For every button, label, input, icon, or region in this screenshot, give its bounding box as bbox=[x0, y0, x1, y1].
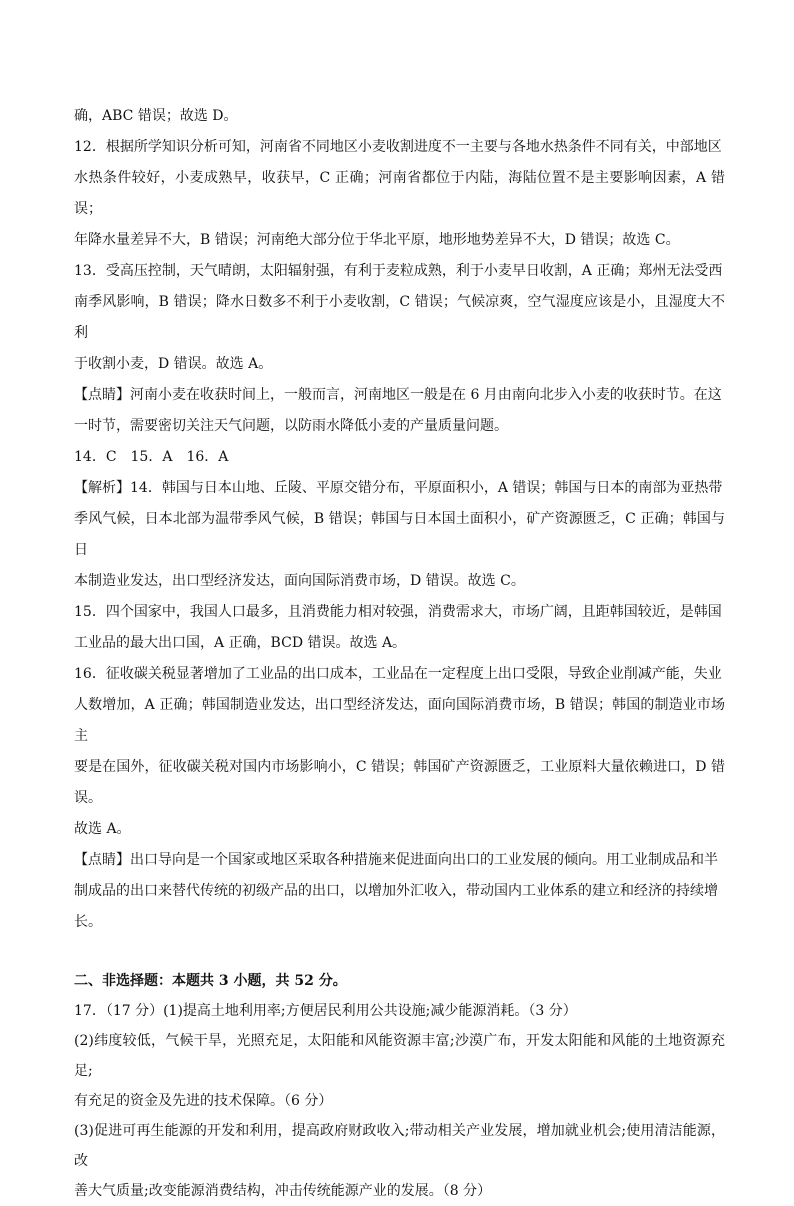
answer-key-line: 14．C 15．A 16．A bbox=[74, 449, 229, 465]
question-answer-line: 17．（17 分）(1)提高土地利用率;方便居民利用公共设施;减少能源消耗。（3 分） bbox=[74, 1003, 577, 1019]
section-gap bbox=[74, 938, 725, 964]
analysis-line: 本制造业发达，出口型经济发达，面向国际消费市场，D 错误。故选 C。 bbox=[74, 573, 525, 589]
analysis-line: 人数增加，A 正确；韩国制造业发达，出口型经济发达，面向国际消费市场，B 错误；韩国的制造业市场主 bbox=[74, 697, 725, 744]
text-line: 12．根据所学知识分析可知，河南省不同地区小麦收割进度不一主要与各地水热条件不同有关，中部地区 bbox=[74, 139, 722, 155]
question-answer-line: (2)纬度较低，气候干旱，光照充足，太阳能和风能资源丰富;沙漠广布，开发太阳能和风能的土地资源充足; bbox=[74, 1033, 725, 1079]
answer-explanation-content bbox=[74, 101, 725, 1206]
analysis-line: 工业品的最大出口国，A 正确，BCD 错误。故选 A。 bbox=[74, 635, 407, 651]
text-line: 13．受高压控制，天气晴朗，太阳辐射强，有利于麦粒成熟，利于小麦早日收割，A 正确；郑州无法受西 bbox=[74, 263, 723, 279]
question-answer-line: 有充足的资金及先进的技术保障。（6 分） bbox=[74, 1093, 333, 1109]
analysis-line: 要是在国外，征收碳关税对国内市场影响小，C 错误；韩国矿产资源匮乏，工业原料大量依赖进口，D 错误。 bbox=[74, 759, 725, 806]
comment-line: 【点睛】出口导向是一个国家或地区采取各种措施来促进面向出口的工业发展的倾向。用工业制成品和半 bbox=[74, 852, 718, 868]
question-answer-line: 善大气质量;改变能源消费结构，冲击传统能源产业的发展。（8 分） bbox=[74, 1183, 492, 1199]
comment-line: 【点睛】河南小麦在收获时间上，一般而言，河南地区一般是在 6 月由南向北步入小麦的收获时节。在这 bbox=[74, 387, 722, 403]
section-heading: 二、非选择题：本题共 3 小题，共 52 分。 bbox=[74, 973, 347, 989]
analysis-line: 15．四个国家中，我国人口最多，且消费能力相对较强，消费需求大，市场广阔，且距韩国较近，是韩国 bbox=[74, 604, 722, 620]
analysis-line: 【解析】14．韩国与日本山地、丘陵、平原交错分布，平原面积小，A 错误；韩国与日本的南部为亚热带 bbox=[74, 480, 723, 496]
text-line: 水热条件较好，小麦成熟早，收获早，C 正确；河南省都位于内陆，海陆位置不是主要影响因素，A 错误； bbox=[74, 170, 725, 217]
analysis-line: 16．征收碳关税显著增加了工业品的出口成本，工业品在一定程度上出口受限，导致企业削减产能，失业 bbox=[74, 666, 722, 682]
question-answer-line: (3)促进可再生能源的开发和利用，提高政府财政收入;带动相关产业发展，增加就业机会;使用清洁能源，改 bbox=[74, 1123, 725, 1169]
text-line: 年降水量差异不大，B 错误；河南绝大部分位于华北平原，地形地势差异不大，D 错误；故选 C。 bbox=[74, 232, 680, 248]
comment-line: 一时节，需要密切关注天气问题，以防雨水降低小麦的产量质量问题。 bbox=[74, 418, 508, 434]
comment-line: 制成品的出口来替代传统的初级产品的出口，以增加外汇收入，带动国内工业体系的建立和经济的持续增 bbox=[74, 883, 718, 899]
text-line: 南季风影响，B 错误；降水日数多不利于小麦收割，C 错误；气候凉爽，空气湿度应该是小，且湿度大不利 bbox=[74, 294, 725, 341]
analysis-line: 故选 A。 bbox=[74, 821, 131, 837]
analysis-line: 季风气候，日本北部为温带季风气候，B 错误；韩国与日本国土面积小，矿产资源匮乏，C 正确；韩国与日 bbox=[74, 511, 725, 558]
comment-line: 长。 bbox=[74, 914, 102, 930]
text-line: 于收割小麦，D 错误。故选 A。 bbox=[74, 356, 273, 372]
text-line: 确，ABC 错误；故选 D。 bbox=[74, 108, 238, 124]
